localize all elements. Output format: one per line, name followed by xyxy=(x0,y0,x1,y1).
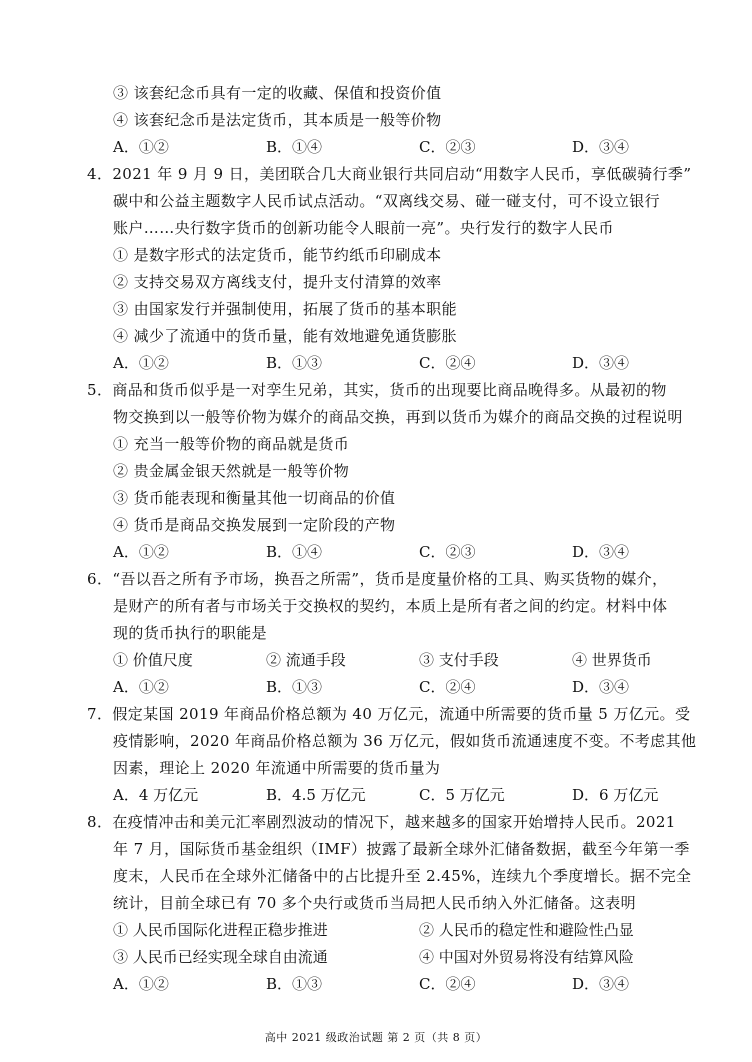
q7-option-c: C．5 万亿元 xyxy=(419,786,505,804)
q7-stem-line-2: 疫情影响，2020 年商品价格总额为 36 万亿元，假如货币流通速度不变。不考虑其他 xyxy=(113,732,697,750)
q6-item-1: ① 价值尺度 xyxy=(113,651,193,669)
q3-option-c: C．②③ xyxy=(419,138,476,156)
q3-option-b: B．①④ xyxy=(266,138,323,156)
q4-option-d: D．③④ xyxy=(572,354,630,372)
q6-option-d: D．③④ xyxy=(572,678,630,696)
q7-option-a: A．4 万亿元 xyxy=(113,786,199,804)
q4-option-c: C．②④ xyxy=(419,354,476,372)
q8-option-a: A．①② xyxy=(113,975,169,993)
q5-stem-line-1: 5．商品和货币似乎是一对孪生兄弟，其实，货币的出现要比商品晚得多。从最初的物 xyxy=(87,381,667,399)
q5-item-3: ③ 货币能表现和衡量其他一切商品的价值 xyxy=(113,489,396,507)
q6-option-a: A．①② xyxy=(113,678,169,696)
q8-item-3: ③ 人民币已经实现全球自由流通 xyxy=(113,948,328,966)
q8-option-b: B．①③ xyxy=(266,975,323,993)
q5-option-a: A．①② xyxy=(113,543,169,561)
q5-item-1: ① 充当一般等价物的商品就是货币 xyxy=(113,435,350,453)
q6-option-c: C．②④ xyxy=(419,678,476,696)
q4-stem-line-2: 碳中和公益主题数字人民币试点活动。“双离线交易、碰一碰支付，可不设立银行 xyxy=(113,192,661,210)
page-footer: 高中 2021 级政治试题 第 2 页（共 8 页） xyxy=(264,1031,488,1044)
q8-item-4: ④ 中国对外贸易将没有结算风险 xyxy=(419,948,634,966)
q4-option-b: B．①③ xyxy=(266,354,323,372)
q4-item-3: ③ 由国家发行并强制使用，拓展了货币的基本职能 xyxy=(113,300,457,318)
q7-option-d: D．6 万亿元 xyxy=(572,786,659,804)
q3-item-3: ③ 该套纪念币具有一定的收藏、保值和投资价值 xyxy=(113,84,442,102)
q4-stem-line-1: 4．2021 年 9 月 9 日，美团联合几大商业银行共同启动“用数字人民币，享低碳骑行季” xyxy=(87,165,692,183)
q3-item-4: ④ 该套纪念币是法定货币，其本质是一般等价物 xyxy=(113,111,442,129)
q8-stem-line-4: 统计，目前全球已有 70 多个央行或货币当局把人民币纳入外汇储备。这表明 xyxy=(113,894,637,912)
q4-item-4: ④ 减少了流通中的货币量，能有效地避免通货膨胀 xyxy=(113,327,457,345)
q8-stem-line-1: 8．在疫情冲击和美元汇率剧烈波动的情况下，越来越多的国家开始增持人民币。2021 xyxy=(87,813,676,831)
q6-item-4: ④ 世界货币 xyxy=(572,651,652,669)
q3-option-a: A．①② xyxy=(113,138,169,156)
q5-option-b: B．①④ xyxy=(266,543,323,561)
q3-option-d: D．③④ xyxy=(572,138,630,156)
q6-stem-line-1: 6．“吾以吾之所有予市场，换吾之所需”，货币是度量价格的工具、购买货物的媒介， xyxy=(87,570,668,588)
q5-option-c: C．②③ xyxy=(419,543,476,561)
q8-option-c: C．②④ xyxy=(419,975,476,993)
q4-item-1: ① 是数字形式的法定货币，能节约纸币印刷成本 xyxy=(113,246,442,264)
q4-option-a: A．①② xyxy=(113,354,169,372)
q7-stem-line-3: 因素，理论上 2020 年流通中所需要的货币量为 xyxy=(113,759,441,777)
q5-option-d: D．③④ xyxy=(572,543,630,561)
q5-item-2: ② 贵金属金银天然就是一般等价物 xyxy=(113,462,350,480)
q8-item-1: ① 人民币国际化进程正稳步推进 xyxy=(113,921,328,939)
q8-item-2: ② 人民币的稳定性和避险性凸显 xyxy=(419,921,634,939)
q8-option-d: D．③④ xyxy=(572,975,630,993)
q5-item-4: ④ 货币是商品交换发展到一定阶段的产物 xyxy=(113,516,396,534)
q6-stem-line-2: 是财产的所有者与市场关于交换权的契约，本质上是所有者之间的约定。材料中体 xyxy=(113,597,668,615)
q6-item-3: ③ 支付手段 xyxy=(419,651,499,669)
q7-option-b: B．4.5 万亿元 xyxy=(266,786,366,804)
q4-item-2: ② 支持交易双方离线支付，提升支付清算的效率 xyxy=(113,273,442,291)
q8-stem-line-2: 年 7 月，国际货币基金组织（IMF）披露了最新全球外汇储备数据，截至今年第一季 xyxy=(113,840,690,858)
q5-stem-line-2: 物交换到以一般等价物为媒介的商品交换，再到以货币为媒介的商品交换的过程说明 xyxy=(113,408,683,426)
q8-stem-line-3: 度末，人民币在全球外汇储备中的占比提升至 2.45%，连续九个季度增长。据不完全 xyxy=(113,867,692,885)
q6-option-b: B．①③ xyxy=(266,678,323,696)
q6-stem-line-3: 现的货币执行的职能是 xyxy=(113,624,268,642)
q6-item-2: ② 流通手段 xyxy=(266,651,346,669)
q7-stem-line-1: 7．假定某国 2019 年商品价格总额为 40 万亿元，流通中所需要的货币量 5 万亿元。受 xyxy=(87,705,691,723)
q4-stem-line-3: 账户……央行数字货币的创新功能令人眼前一亮”。央行发行的数字人民币 xyxy=(113,219,614,237)
